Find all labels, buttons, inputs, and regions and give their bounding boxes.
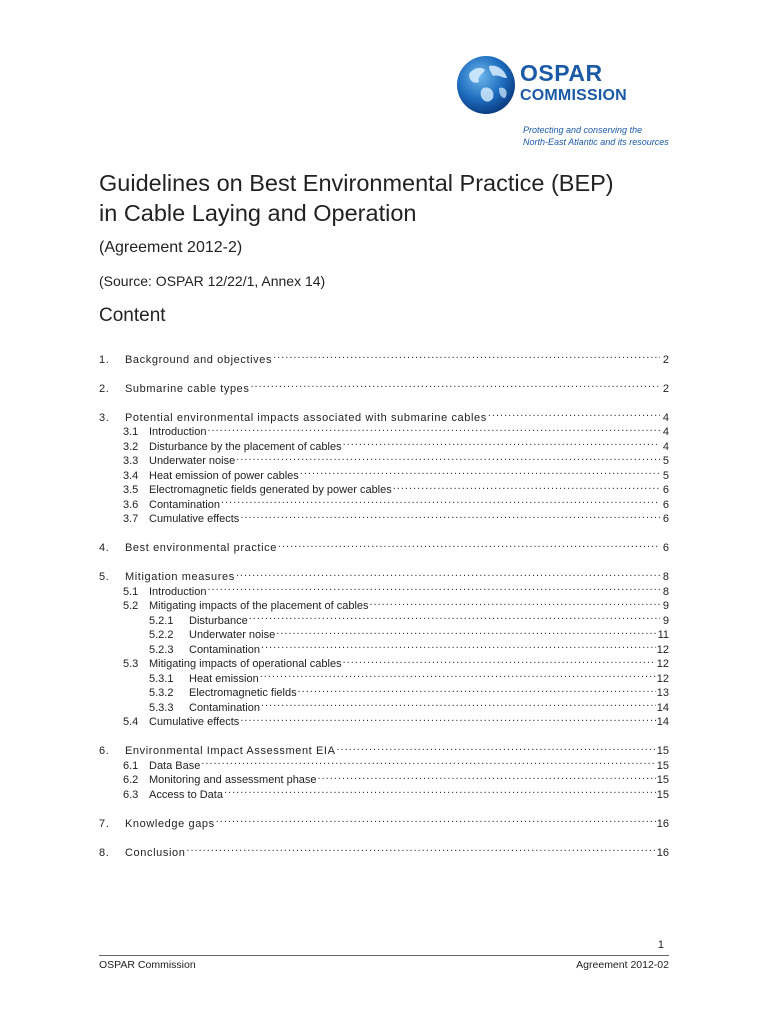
ospar-logo (455, 54, 695, 154)
toc-entry-page: 16 (656, 846, 669, 859)
toc-dot-leader (236, 566, 660, 581)
agreement-label: (Agreement 2012-2) (99, 239, 243, 256)
toc-entry-number: 5.2.3 (149, 643, 174, 656)
toc-entry-page: 8 (662, 571, 669, 583)
toc-entry-page: 16 (656, 817, 669, 830)
toc-entry-label: Data Base (149, 759, 201, 772)
toc-entry-number: 3.3 (123, 455, 139, 467)
toc-entry[interactable] (99, 566, 669, 581)
toc-entry-page: 15 (656, 788, 669, 801)
toc-entry[interactable] (99, 406, 669, 424)
toc-dot-leader (337, 740, 656, 755)
content-heading: Content (99, 305, 166, 326)
toc-entry[interactable] (99, 841, 669, 859)
toc-entry-number: 5.4 (123, 716, 139, 728)
toc-entry-number: 6. (99, 745, 110, 757)
toc-dot-leader (216, 812, 656, 827)
toc-entry-number: 5.2.2 (149, 629, 174, 641)
logo-wordmark (520, 62, 627, 104)
toc-dot-leader (240, 508, 660, 523)
toc-entry-page: 14 (656, 701, 669, 714)
toc-dot-leader (186, 841, 655, 856)
toc-entry[interactable] (99, 377, 669, 395)
toc-entry-page: 4 (662, 426, 669, 438)
toc-dot-leader (370, 595, 660, 610)
toc-entry-page: 2 (662, 353, 669, 366)
toc-entry-number: 3.1 (123, 426, 139, 438)
globe-icon (455, 54, 517, 116)
source-label: (Source: OSPAR 12/22/1, Annex 14) (99, 273, 326, 289)
toc-entry-label: Introduction (149, 426, 207, 438)
toc-entry-page: 12 (656, 672, 669, 685)
toc-entry-number: 1. (99, 353, 110, 366)
toc-entry-label: Environmental Impact Assessment EIA (125, 745, 336, 757)
toc-entry-page: 5 (662, 455, 669, 467)
toc-dot-leader (318, 769, 656, 784)
toc-entry-label: Contamination (189, 643, 260, 656)
toc-entry-page: 6 (662, 513, 669, 525)
toc-entry-page: 4 (662, 440, 669, 453)
toc-dot-leader (300, 464, 660, 479)
toc-dot-leader (393, 479, 660, 494)
toc-entry-number: 5.3.2 (149, 687, 174, 699)
toc-entry-page: 9 (662, 614, 669, 627)
toc-entry-number: 3. (99, 411, 110, 424)
toc-entry-page: 6 (662, 542, 669, 554)
toc-entry-number: 5.3.3 (149, 701, 174, 714)
toc-dot-leader (278, 537, 660, 552)
logo-tagline (523, 124, 669, 148)
toc-entry[interactable] (99, 812, 669, 830)
toc-entry-number: 5.1 (123, 585, 139, 598)
toc-entry-page: 15 (656, 759, 669, 772)
toc-entry-number: 5. (99, 571, 110, 583)
toc-entry-label: Disturbance by the placement of cables (149, 440, 342, 453)
document-title (99, 168, 614, 228)
toc-entry-label: Cumulative effects (149, 716, 240, 728)
toc-entry-number: 7. (99, 817, 110, 830)
toc-dot-leader (261, 638, 656, 653)
toc-entry-page: 15 (656, 745, 669, 757)
toc-dot-leader (207, 580, 660, 595)
toc-entry-number: 6.1 (123, 759, 139, 772)
toc-entry-page: 13 (656, 687, 669, 699)
toc-entry-label: Mitigating impacts of the placement of cables (149, 600, 369, 612)
toc-entry-number: 3.5 (123, 484, 139, 496)
toc-entry-label: Potential environmental impacts associated with submarine cables (125, 411, 487, 424)
toc-entry-number: 8. (99, 846, 110, 859)
toc-entry[interactable] (99, 537, 669, 552)
toc-entry-number: 5.2.1 (149, 614, 174, 627)
toc-dot-leader (240, 711, 655, 726)
toc-entry-page: 8 (662, 585, 669, 598)
toc-entry-label: Monitoring and assessment phase (149, 774, 317, 786)
table-of-contents (99, 348, 669, 859)
toc-dot-leader (298, 682, 656, 697)
toc-entry-label: Mitigating impacts of operational cables (149, 658, 342, 670)
toc-entry-number: 3.6 (123, 498, 139, 511)
toc-entry-label: Heat emission of power cables (149, 469, 299, 482)
toc-entry-number: 6.2 (123, 774, 139, 786)
toc-entry-page: 6 (662, 484, 669, 496)
footer-organisation: OSPAR Commission (99, 959, 196, 971)
toc-dot-leader (201, 754, 655, 769)
toc-entry-label: Conclusion (125, 846, 186, 859)
footer-divider (99, 955, 669, 956)
toc-entry-page: 11 (657, 629, 669, 641)
toc-dot-leader (343, 653, 656, 668)
logo-name-line1: OSPAR (520, 60, 603, 86)
toc-entry-page: 5 (662, 469, 669, 482)
toc-entry-page: 14 (656, 716, 669, 728)
toc-entry-page: 12 (656, 658, 669, 670)
title-line1: Guidelines on Best Environmental Practice (BEP) (99, 170, 614, 196)
title-line2: in Cable Laying and Operation (99, 200, 417, 226)
toc-entry-number: 5.3.1 (149, 672, 174, 685)
logo-name-line2: COMMISSION (520, 87, 627, 104)
toc-entry-label: Cumulative effects (149, 513, 240, 525)
toc-entry-page: 15 (656, 774, 669, 786)
toc-entry-label: Access to Data (149, 788, 223, 801)
toc-entry-page: 6 (662, 498, 669, 511)
toc-entry-number: 6.3 (123, 788, 139, 801)
toc-entry-number: 4. (99, 542, 110, 554)
toc-entry-label: Heat emission (189, 672, 259, 685)
toc-dot-leader (273, 348, 660, 363)
toc-dot-leader (261, 696, 656, 711)
toc-dot-leader (343, 435, 660, 450)
toc-entry-label: Underwater noise (149, 455, 236, 467)
toc-entry-label: Underwater noise (189, 629, 276, 641)
toc-entry-page: 9 (662, 600, 669, 612)
toc-dot-leader (260, 667, 656, 682)
toc-entry-number: 5.3 (123, 658, 139, 670)
toc-entry-label: Contamination (149, 498, 220, 511)
toc-entry-label: Disturbance (189, 614, 248, 627)
toc-entry-page: 12 (656, 643, 669, 656)
toc-dot-leader (249, 609, 660, 624)
toc-entry-label: Introduction (149, 585, 207, 598)
toc-dot-leader (236, 450, 660, 465)
page-number: 1 (657, 939, 664, 951)
toc-dot-leader (276, 624, 656, 639)
toc-entry-label: Knowledge gaps (125, 817, 215, 830)
toc-entry-number: 3.7 (123, 513, 139, 525)
toc-entry-label: Mitigation measures (125, 571, 235, 583)
toc-entry-number: 3.4 (123, 469, 139, 482)
tagline-line1: Protecting and conserving the (523, 125, 643, 135)
toc-entry-number: 3.2 (123, 440, 139, 453)
toc-entry-number: 5.2 (123, 600, 139, 612)
toc-entry-label: Submarine cable types (125, 382, 250, 395)
toc-entry-page: 2 (662, 382, 669, 395)
toc-dot-leader (221, 493, 660, 508)
toc-dot-leader (207, 421, 660, 436)
toc-entry[interactable] (99, 740, 669, 755)
toc-entry-label: Electromagnetic fields (189, 687, 297, 699)
footer-agreement: Agreement 2012-02 (576, 959, 669, 971)
toc-entry-label: Contamination (189, 701, 260, 714)
tagline-line2: North-East Atlantic and its resources (523, 137, 669, 147)
toc-entry-label: Background and objectives (125, 353, 273, 366)
toc-entry-number: 2. (99, 382, 110, 395)
toc-dot-leader (224, 783, 656, 798)
toc-dot-leader (488, 406, 660, 421)
toc-entry-label: Electromagnetic fields generated by power cables (149, 484, 392, 496)
toc-entry-label: Best environmental practice (125, 542, 277, 554)
toc-dot-leader (251, 377, 661, 392)
toc-entry[interactable] (99, 348, 669, 366)
toc-entry-page: 4 (662, 411, 669, 424)
